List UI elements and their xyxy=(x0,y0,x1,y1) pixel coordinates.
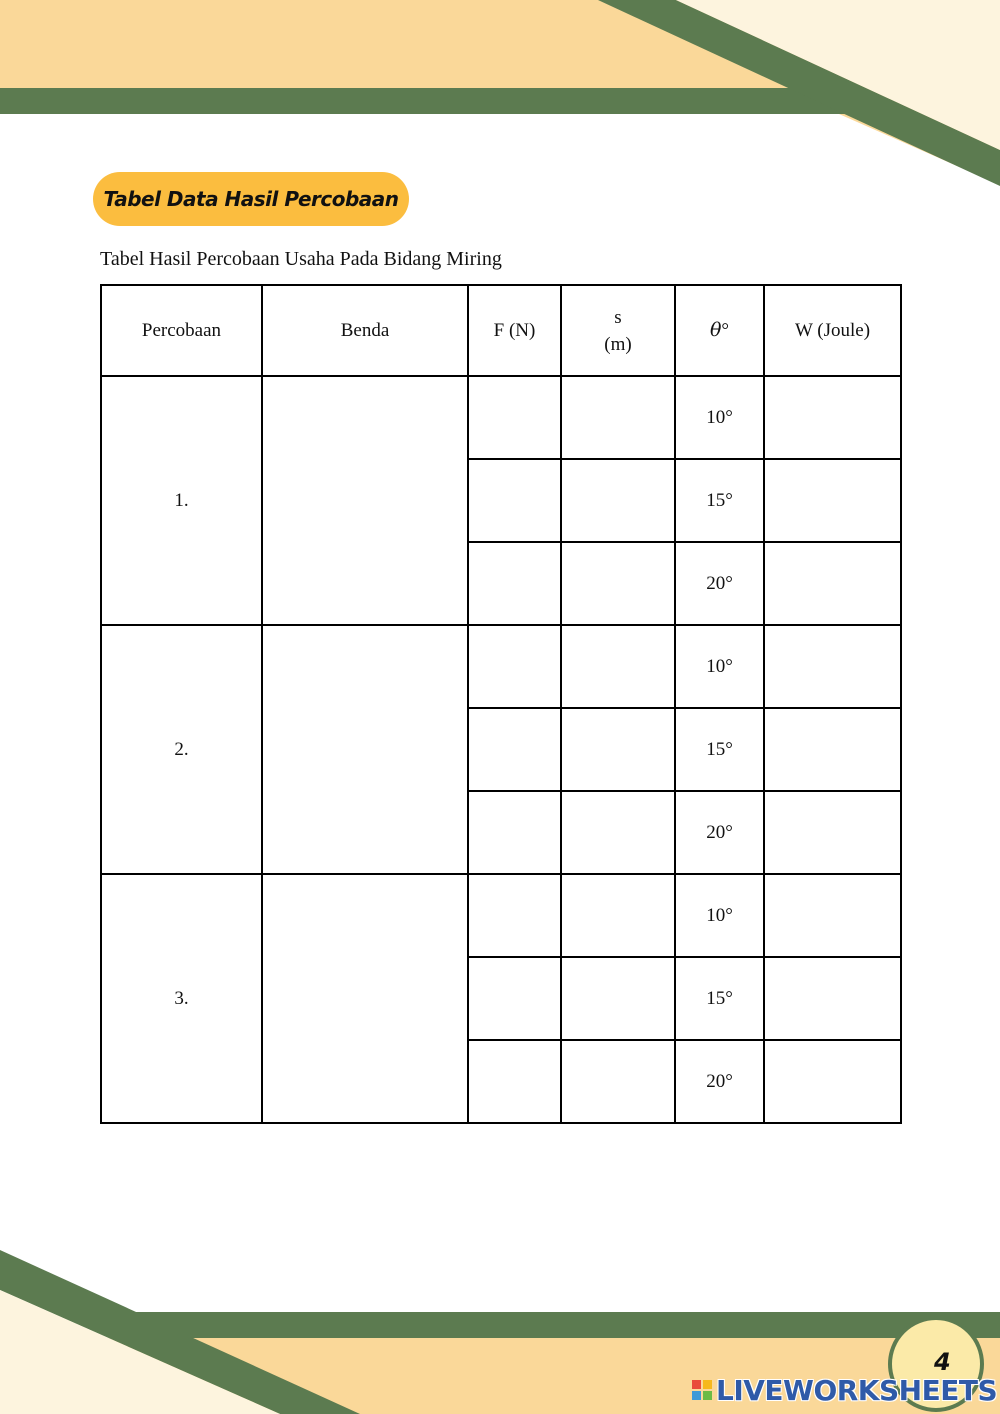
table-caption: Tabel Hasil Percobaan Usaha Pada Bidang Miring xyxy=(100,248,502,270)
force-input-cell[interactable] xyxy=(468,459,561,542)
section-title: Tabel Data Hasil Percobaan xyxy=(103,187,399,211)
table-row xyxy=(101,376,901,459)
data-table xyxy=(100,284,902,1124)
benda-input-cell[interactable] xyxy=(262,376,468,625)
brand-text: LIVEWORKSHEETS xyxy=(716,1373,998,1407)
angle-cell: 10° xyxy=(675,376,764,459)
distance-input-cell[interactable] xyxy=(561,459,675,542)
force-input-cell[interactable] xyxy=(468,1040,561,1123)
distance-input-cell[interactable] xyxy=(561,625,675,708)
angle-cell: 20° xyxy=(675,791,764,874)
distance-input-cell[interactable] xyxy=(561,957,675,1040)
work-input-cell[interactable] xyxy=(764,708,901,791)
angle-cell: 20° xyxy=(675,542,764,625)
percobaan-cell: 2. xyxy=(101,625,262,874)
distance-input-cell[interactable] xyxy=(561,542,675,625)
angle-cell: 20° xyxy=(675,1040,764,1123)
distance-input-cell[interactable] xyxy=(561,1040,675,1123)
header-benda: Benda xyxy=(262,285,468,376)
angle-cell: 15° xyxy=(675,957,764,1040)
force-input-cell[interactable] xyxy=(468,791,561,874)
degree-symbol: ° xyxy=(721,320,730,341)
angle-cell: 10° xyxy=(675,625,764,708)
header-distance-unit: (m) xyxy=(604,333,632,355)
force-input-cell[interactable] xyxy=(468,957,561,1040)
work-input-cell[interactable] xyxy=(764,376,901,459)
header-angle xyxy=(675,285,764,376)
distance-input-cell[interactable] xyxy=(561,708,675,791)
force-input-cell[interactable] xyxy=(468,708,561,791)
header-force: F (N) xyxy=(468,285,561,376)
table-row xyxy=(101,625,901,708)
work-input-cell[interactable] xyxy=(764,459,901,542)
page-number: 4 xyxy=(934,1348,951,1376)
header-work: W (Joule) xyxy=(764,285,901,376)
force-input-cell[interactable] xyxy=(468,376,561,459)
distance-input-cell[interactable] xyxy=(561,874,675,957)
header-percobaan: Percobaan xyxy=(101,285,262,376)
table-row xyxy=(101,874,901,957)
header-distance xyxy=(561,285,675,376)
angle-cell: 10° xyxy=(675,874,764,957)
angle-cell: 15° xyxy=(675,459,764,542)
section-title-badge xyxy=(93,172,409,226)
percobaan-cell: 1. xyxy=(101,376,262,625)
distance-input-cell[interactable] xyxy=(561,791,675,874)
force-input-cell[interactable] xyxy=(468,542,561,625)
force-input-cell[interactable] xyxy=(468,625,561,708)
force-input-cell[interactable] xyxy=(468,874,561,957)
benda-input-cell[interactable] xyxy=(262,625,468,874)
header-row xyxy=(101,285,901,376)
work-input-cell[interactable] xyxy=(764,542,901,625)
work-input-cell[interactable] xyxy=(764,1040,901,1123)
work-input-cell[interactable] xyxy=(764,791,901,874)
work-input-cell[interactable] xyxy=(764,957,901,1040)
liveworksheets-icon xyxy=(692,1380,712,1400)
theta-symbol: θ xyxy=(709,319,722,341)
distance-input-cell[interactable] xyxy=(561,376,675,459)
benda-input-cell[interactable] xyxy=(262,874,468,1123)
work-input-cell[interactable] xyxy=(764,625,901,708)
work-input-cell[interactable] xyxy=(764,874,901,957)
header-distance-symbol: s xyxy=(614,306,622,328)
angle-cell: 15° xyxy=(675,708,764,791)
percobaan-cell: 3. xyxy=(101,874,262,1123)
liveworksheets-logo[interactable] xyxy=(692,1373,997,1407)
